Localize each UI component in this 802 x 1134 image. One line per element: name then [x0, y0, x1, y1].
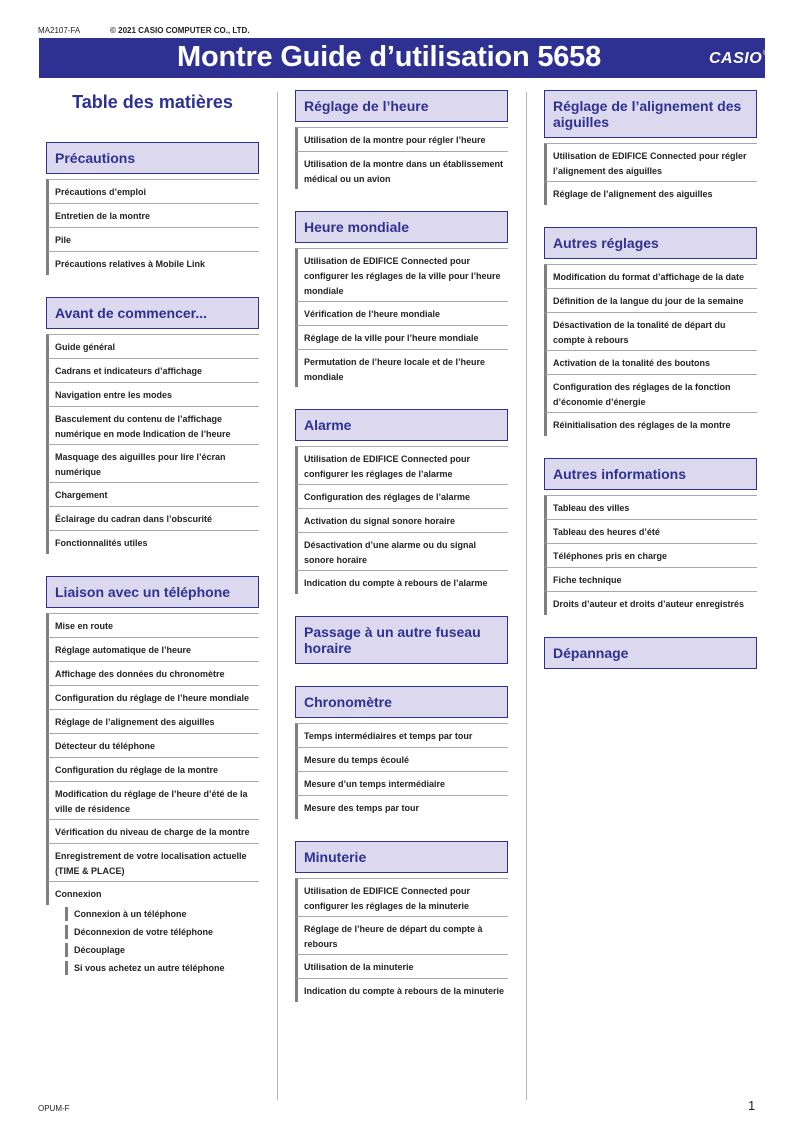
- toc-entry-link[interactable]: Mesure des temps par tour: [295, 795, 508, 819]
- toc-entry-link[interactable]: Configuration du réglage de la montre: [46, 757, 259, 781]
- toc-entry-link[interactable]: Réglage de l’heure de départ du compte à rebours: [295, 916, 508, 954]
- toc-entry-link[interactable]: Tableau des villes: [544, 495, 757, 519]
- toc-entry-link[interactable]: Configuration des réglages de l’alarme: [295, 484, 508, 508]
- toc-entry-link[interactable]: Entretien de la montre: [46, 203, 259, 227]
- toc-entry-link[interactable]: Précautions relatives à Mobile Link: [46, 251, 259, 275]
- section-heading-link[interactable]: Passage à un autre fuseau horaire: [295, 616, 508, 664]
- toc-entry-link[interactable]: Basculement du contenu de l’affichage numérique en mode Indication de l’heure: [46, 406, 259, 444]
- toc-entry-link[interactable]: Réinitialisation des réglages de la montre: [544, 412, 757, 436]
- section-heading-link[interactable]: Liaison avec un téléphone: [46, 576, 259, 608]
- section-heading-link[interactable]: Réglage de l’heure: [295, 90, 508, 122]
- document-code: MA2107-FA: [38, 26, 81, 35]
- toc-section: [544, 227, 757, 436]
- toc-entry-link[interactable]: Mise en route: [46, 613, 259, 637]
- toc-entry-link[interactable]: Réglage automatique de l’heure: [46, 637, 259, 661]
- toc-entry-link[interactable]: Pile: [46, 227, 259, 251]
- registered-mark: ®: [763, 50, 769, 57]
- toc-entry-link[interactable]: Enregistrement de votre localisation actuelle (TIME & PLACE): [46, 843, 259, 881]
- toc-entry-link[interactable]: Utilisation de EDIFICE Connected pour configurer les réglages de la ville pour l’heure mondiale: [295, 248, 508, 301]
- section-heading-link[interactable]: Autres réglages: [544, 227, 757, 259]
- toc-entry-link[interactable]: Utilisation de EDIFICE Connected pour configurer les réglages de l’alarme: [295, 446, 508, 484]
- toc-section: [46, 576, 259, 975]
- toc-entry-link[interactable]: Activation du signal sonore horaire: [295, 508, 508, 532]
- section-heading-link[interactable]: Dépannage: [544, 637, 757, 669]
- section-heading-link[interactable]: Autres informations: [544, 458, 757, 490]
- toc-subentry-link[interactable]: Connexion à un téléphone: [65, 907, 259, 921]
- toc-title: Table des matières: [72, 92, 233, 112]
- toc-column-2: [295, 90, 508, 1024]
- toc-entry-link[interactable]: Tableau des heures d’été: [544, 519, 757, 543]
- toc-entry-link[interactable]: Droits d’auteur et droits d’auteur enregistrés: [544, 591, 757, 615]
- toc-entry-link[interactable]: Réglage de l’alignement des aiguilles: [46, 709, 259, 733]
- page-title: Montre Guide d’utilisation 5658: [177, 41, 602, 73]
- toc-entry-link[interactable]: Guide général: [46, 334, 259, 358]
- toc-entry-link[interactable]: Éclairage du cadran dans l’obscurité: [46, 506, 259, 530]
- toc-entry-link[interactable]: Utilisation de la montre pour régler l’heure: [295, 127, 508, 151]
- section-heading-link[interactable]: Heure mondiale: [295, 211, 508, 243]
- column-divider: [277, 92, 278, 1100]
- toc-entry-link[interactable]: Temps intermédiaires et temps par tour: [295, 723, 508, 747]
- toc-entry-link[interactable]: Masquage des aiguilles pour lire l’écran numérique: [46, 444, 259, 482]
- toc-entry-link[interactable]: Navigation entre les modes: [46, 382, 259, 406]
- toc-subentry-link[interactable]: Si vous achetez un autre téléphone: [65, 961, 259, 975]
- toc-entry-link[interactable]: Vérification du niveau de charge de la montre: [46, 819, 259, 843]
- toc-entry-link[interactable]: Modification du format d’affichage de la date: [544, 264, 757, 288]
- toc-subentry-link[interactable]: Déconnexion de votre téléphone: [65, 925, 259, 939]
- toc-section: [295, 841, 508, 1002]
- toc-section: [544, 637, 757, 669]
- toc-entry-link[interactable]: Vérification de l’heure mondiale: [295, 301, 508, 325]
- toc-entry-link[interactable]: Utilisation de la minuterie: [295, 954, 508, 978]
- toc-entry-link[interactable]: Connexion: [46, 881, 259, 905]
- toc-entry-link[interactable]: Téléphones pris en charge: [544, 543, 757, 567]
- toc-entry-link[interactable]: Utilisation de EDIFICE Connected pour configurer les réglages de la minuterie: [295, 878, 508, 916]
- toc-entry-link[interactable]: Désactivation d’une alarme ou du signal sonore horaire: [295, 532, 508, 570]
- toc-section: [46, 297, 259, 554]
- toc-entry-link[interactable]: Affichage des données du chronomètre: [46, 661, 259, 685]
- toc-entry-link[interactable]: Cadrans et indicateurs d’affichage: [46, 358, 259, 382]
- section-heading-link[interactable]: Précautions: [46, 142, 259, 174]
- toc-entry-link[interactable]: Configuration des réglages de la fonction d’économie d’énergie: [544, 374, 757, 412]
- toc-entry-link[interactable]: Modification du réglage de l’heure d’été de la ville de résidence: [46, 781, 259, 819]
- toc-entry-link[interactable]: Configuration du réglage de l’heure mondiale: [46, 685, 259, 709]
- toc-entry-link[interactable]: Réglage de l’alignement des aiguilles: [544, 181, 757, 205]
- section-heading-link[interactable]: Alarme: [295, 409, 508, 441]
- section-heading-link[interactable]: Chronomètre: [295, 686, 508, 718]
- toc-entry-link[interactable]: Permutation de l’heure locale et de l’heure mondiale: [295, 349, 508, 387]
- toc-column-1: [46, 90, 259, 997]
- casio-logo: [709, 50, 769, 68]
- toc-section: [295, 211, 508, 387]
- toc-section: [295, 686, 508, 819]
- toc-entry-link[interactable]: Utilisation de EDIFICE Connected pour régler l’alignement des aiguilles: [544, 143, 757, 181]
- toc-entry-link[interactable]: Indication du compte à rebours de la minuterie: [295, 978, 508, 1002]
- section-heading-link[interactable]: Réglage de l’alignement des aiguilles: [544, 90, 757, 138]
- toc-section: [295, 90, 508, 189]
- toc-column-3: [544, 90, 757, 691]
- toc-entry-link[interactable]: Détecteur du téléphone: [46, 733, 259, 757]
- toc-entry-link[interactable]: Désactivation de la tonalité de départ du compte à rebours: [544, 312, 757, 350]
- title-banner: [39, 38, 769, 78]
- toc-entry-link[interactable]: Mesure du temps écoulé: [295, 747, 508, 771]
- toc-entry-link[interactable]: Activation de la tonalité des boutons: [544, 350, 757, 374]
- page-number: 1: [748, 1098, 756, 1113]
- brand-name: CASIO: [709, 50, 763, 67]
- toc-entry-link[interactable]: Précautions d’emploi: [46, 179, 259, 203]
- toc-section: [295, 409, 508, 594]
- section-heading-link[interactable]: Avant de commencer...: [46, 297, 259, 329]
- toc-entry-link[interactable]: Chargement: [46, 482, 259, 506]
- toc-section: [544, 458, 757, 615]
- copyright-notice: © 2021 CASIO COMPUTER CO., LTD.: [110, 26, 250, 35]
- footer-code: OPUM-F: [38, 1104, 70, 1113]
- toc-section: [295, 616, 508, 664]
- toc-entry-link[interactable]: Mesure d’un temps intermédiaire: [295, 771, 508, 795]
- toc-entry-link[interactable]: Réglage de la ville pour l’heure mondiale: [295, 325, 508, 349]
- toc-entry-link[interactable]: Fonctionnalités utiles: [46, 530, 259, 554]
- section-heading-link[interactable]: Minuterie: [295, 841, 508, 873]
- toc-entry-link[interactable]: Fiche technique: [544, 567, 757, 591]
- column-divider: [526, 92, 527, 1100]
- toc-entry-link[interactable]: Définition de la langue du jour de la semaine: [544, 288, 757, 312]
- toc-section: [544, 90, 757, 205]
- toc-section: [46, 142, 259, 275]
- toc-subentry-link[interactable]: Découplage: [65, 943, 259, 957]
- toc-entry-link[interactable]: Indication du compte à rebours de l’alarme: [295, 570, 508, 594]
- toc-entry-link[interactable]: Utilisation de la montre dans un établissement médical ou un avion: [295, 151, 508, 189]
